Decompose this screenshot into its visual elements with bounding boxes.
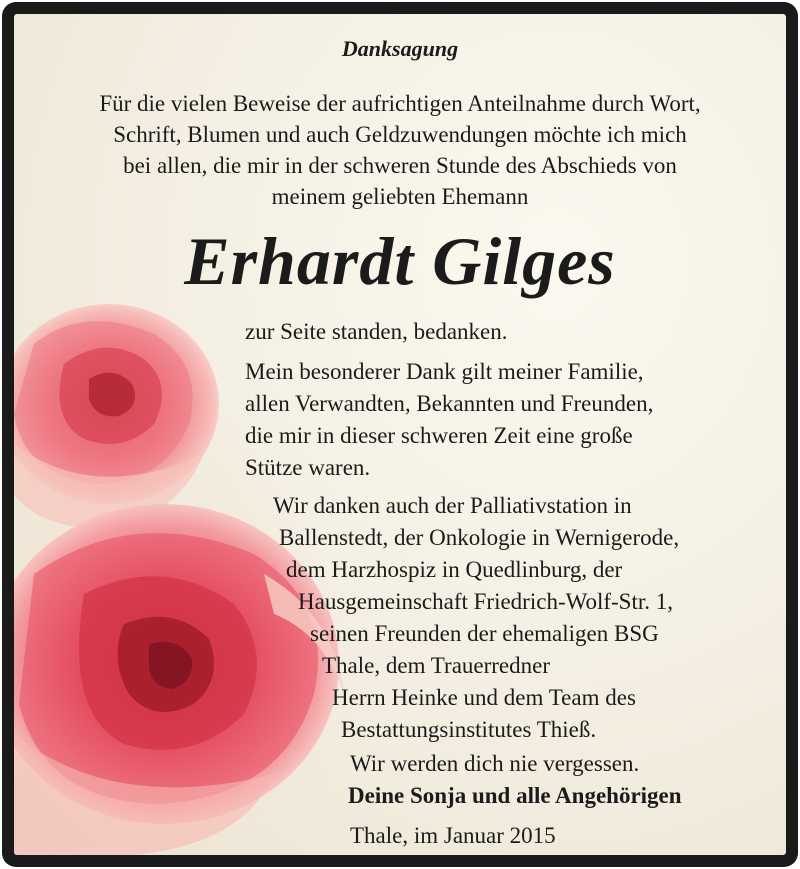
intro-line: Für die vielen Beweise der aufrichtigen Anteilnahme durch Wort, <box>99 91 701 116</box>
palliative-line: Herrn Heinke und dem Team des <box>332 685 636 710</box>
family-line: allen Verwandten, Bekannten und Freunden, <box>245 391 654 416</box>
heading: Danksagung <box>341 36 459 61</box>
palliative-line: Ballenstedt, der Onkologie in Wernigerode, <box>279 525 680 550</box>
palliative-line: seinen Freunden der ehemaligen BSG <box>310 621 659 646</box>
after-name-line: zur Seite standen, bedanken. <box>245 319 508 344</box>
intro-line: Schrift, Blumen und auch Geldzuwendungen möchte ich mich <box>113 122 687 147</box>
palliative-line: dem Harzhospiz in Quedlinburg, der <box>286 557 623 582</box>
family-line: Stütze waren. <box>245 455 371 480</box>
palliative-line: Bestattungsinstitutes Thieß. <box>341 717 597 742</box>
family-line: Mein besonderer Dank gilt meiner Familie, <box>245 359 644 384</box>
closing-line: Wir werden dich nie vergessen. <box>350 751 640 776</box>
intro-line: meinem geliebten Ehemann <box>271 184 529 209</box>
palliative-line: Hausgemeinschaft Friedrich-Wolf-Str. 1, <box>298 589 673 614</box>
place-date: Thale, im Januar 2015 <box>350 823 556 848</box>
card-paper <box>14 14 786 855</box>
deceased-name: Erhardt Gilges <box>184 223 616 299</box>
intro-line: bei allen, die mir in der schweren Stunde des Abschieds von <box>123 153 677 178</box>
card-frame <box>2 2 798 867</box>
family-line: die mir in dieser schweren Zeit eine große <box>245 423 633 448</box>
signature: Deine Sonja und alle Angehörigen <box>348 783 682 808</box>
palliative-line: Wir danken auch der Palliativstation in <box>273 493 632 518</box>
palliative-line: Thale, dem Trauerredner <box>322 653 551 678</box>
